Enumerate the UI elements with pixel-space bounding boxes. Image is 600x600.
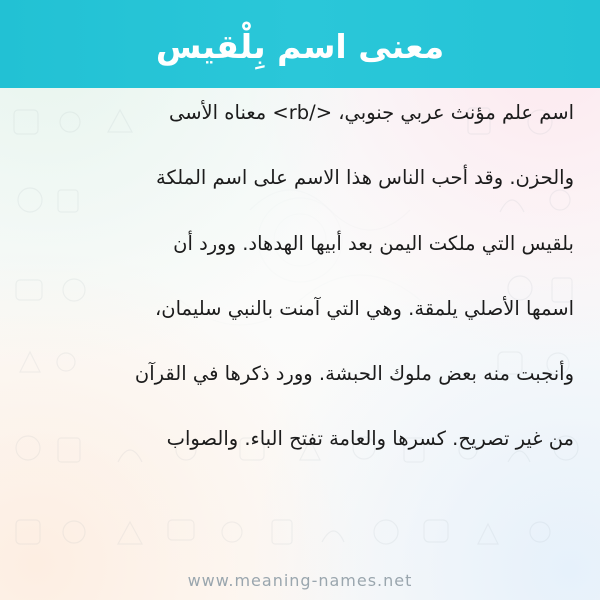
article-line: اسم علم مؤنث عربي جنوبي، </rb> معناه الأسى [168,101,574,124]
page-title: معنى اسم بِلْقيس [155,27,445,67]
article-line: اسمها الأصلي يلمقة. وهي التي آمنت بالنبي سليمان، [154,296,574,320]
article-line: من غير تصريح. كسرها والعامة تفتح الباء. والصواب [166,427,574,451]
article-line: وأنجبت منه بعض ملوك الحبشة. وورد ذكرها في القرآن [134,362,574,385]
article-line: بلقيس التي ملكت اليمن بعد أبيها الهدهاد. وورد أن [173,231,574,255]
article-line: والحزن. وقد أحب الناس هذا الاسم على اسم الملكة [156,166,574,190]
title-banner [0,0,600,88]
article-body [26,98,574,490]
watermark-bottom: www.meaning-names.net [187,571,413,590]
